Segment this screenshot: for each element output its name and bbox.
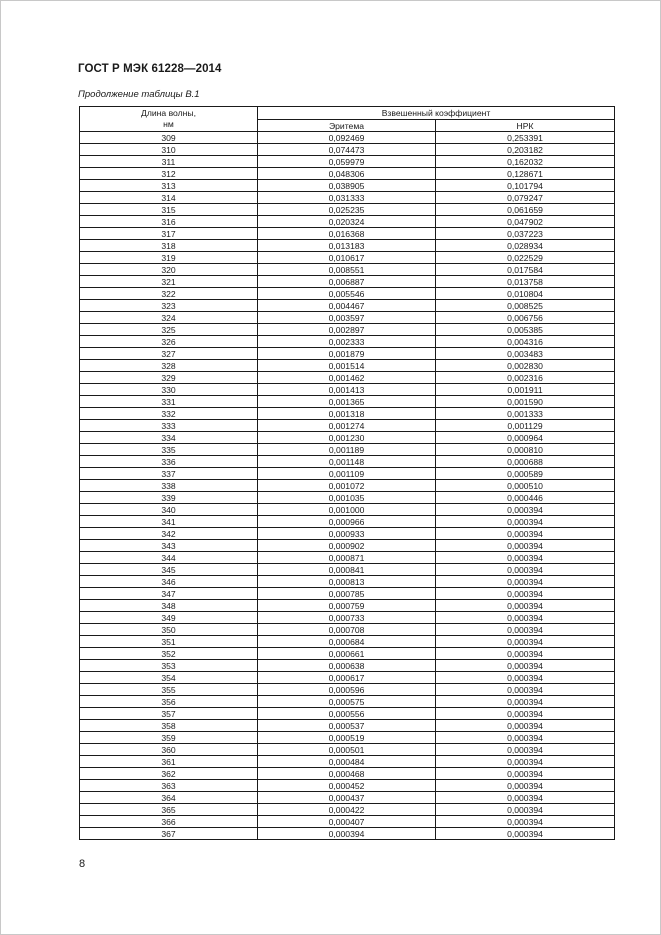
table-row bbox=[80, 624, 615, 636]
wavelength-cell: 361 bbox=[80, 756, 258, 768]
erythema-cell: 0,000484 bbox=[258, 756, 436, 768]
nrk-cell: 0,001911 bbox=[436, 384, 615, 396]
nrk-cell: 0,000394 bbox=[436, 516, 615, 528]
nrk-cell: 0,000394 bbox=[436, 732, 615, 744]
erythema-cell: 0,001462 bbox=[258, 372, 436, 384]
table-body bbox=[80, 132, 615, 840]
table-row bbox=[80, 708, 615, 720]
table-row bbox=[80, 660, 615, 672]
nrk-cell: 0,013758 bbox=[436, 276, 615, 288]
nrk-cell: 0,008525 bbox=[436, 300, 615, 312]
erythema-cell: 0,001189 bbox=[258, 444, 436, 456]
erythema-cell: 0,008551 bbox=[258, 264, 436, 276]
nrk-cell: 0,061659 bbox=[436, 204, 615, 216]
erythema-cell: 0,000394 bbox=[258, 828, 436, 840]
wavelength-cell: 310 bbox=[80, 144, 258, 156]
wavelength-cell: 354 bbox=[80, 672, 258, 684]
erythema-cell: 0,000617 bbox=[258, 672, 436, 684]
erythema-cell: 0,001365 bbox=[258, 396, 436, 408]
wavelength-cell: 331 bbox=[80, 396, 258, 408]
wavelength-cell: 309 bbox=[80, 132, 258, 144]
nrk-cell: 0,079247 bbox=[436, 192, 615, 204]
erythema-cell: 0,001318 bbox=[258, 408, 436, 420]
erythema-cell: 0,092469 bbox=[258, 132, 436, 144]
erythema-cell: 0,001514 bbox=[258, 360, 436, 372]
table-row bbox=[80, 672, 615, 684]
wavelength-header-line1: Длина волны, bbox=[141, 108, 196, 118]
nrk-cell: 0,000394 bbox=[436, 552, 615, 564]
table-row bbox=[80, 420, 615, 432]
erythema-cell: 0,000422 bbox=[258, 804, 436, 816]
wavelength-cell: 367 bbox=[80, 828, 258, 840]
table-row bbox=[80, 132, 615, 144]
wavelength-cell: 362 bbox=[80, 768, 258, 780]
nrk-cell: 0,203182 bbox=[436, 144, 615, 156]
nrk-cell: 0,000394 bbox=[436, 816, 615, 828]
wavelength-cell: 329 bbox=[80, 372, 258, 384]
erythema-cell: 0,000468 bbox=[258, 768, 436, 780]
wavelength-cell: 313 bbox=[80, 180, 258, 192]
erythema-cell: 0,020324 bbox=[258, 216, 436, 228]
table-row bbox=[80, 264, 615, 276]
table-row bbox=[80, 228, 615, 240]
table-row bbox=[80, 828, 615, 840]
erythema-cell: 0,000437 bbox=[258, 792, 436, 804]
table-row bbox=[80, 396, 615, 408]
nrk-cell: 0,005385 bbox=[436, 324, 615, 336]
wavelength-cell: 330 bbox=[80, 384, 258, 396]
erythema-cell: 0,000661 bbox=[258, 648, 436, 660]
erythema-cell: 0,000519 bbox=[258, 732, 436, 744]
table-row bbox=[80, 252, 615, 264]
wavelength-cell: 318 bbox=[80, 240, 258, 252]
erythema-cell: 0,000708 bbox=[258, 624, 436, 636]
erythema-cell: 0,001274 bbox=[258, 420, 436, 432]
wavelength-cell: 357 bbox=[80, 708, 258, 720]
nrk-cell: 0,010804 bbox=[436, 288, 615, 300]
nrk-cell: 0,017584 bbox=[436, 264, 615, 276]
document-header: ГОСТ Р МЭК 61228—2014 bbox=[78, 63, 222, 75]
nrk-cell: 0,001129 bbox=[436, 420, 615, 432]
wavelength-cell: 349 bbox=[80, 612, 258, 624]
erythema-cell: 0,002897 bbox=[258, 324, 436, 336]
table-row bbox=[80, 684, 615, 696]
erythema-cell: 0,001072 bbox=[258, 480, 436, 492]
table-row bbox=[80, 312, 615, 324]
erythema-cell: 0,013183 bbox=[258, 240, 436, 252]
table-row bbox=[80, 504, 615, 516]
nrk-cell: 0,000589 bbox=[436, 468, 615, 480]
table-row bbox=[80, 768, 615, 780]
nrk-cell: 0,000394 bbox=[436, 600, 615, 612]
nrk-cell: 0,000394 bbox=[436, 696, 615, 708]
table-row bbox=[80, 600, 615, 612]
nrk-cell: 0,000394 bbox=[436, 660, 615, 672]
nrk-cell: 0,000394 bbox=[436, 612, 615, 624]
wavelength-cell: 347 bbox=[80, 588, 258, 600]
table-row bbox=[80, 348, 615, 360]
table-row bbox=[80, 336, 615, 348]
wavelength-cell: 320 bbox=[80, 264, 258, 276]
nrk-cell: 0,000510 bbox=[436, 480, 615, 492]
table-row bbox=[80, 192, 615, 204]
erythema-cell: 0,000684 bbox=[258, 636, 436, 648]
erythema-cell: 0,074473 bbox=[258, 144, 436, 156]
table-row bbox=[80, 384, 615, 396]
erythema-cell: 0,000733 bbox=[258, 612, 436, 624]
wavelength-cell: 336 bbox=[80, 456, 258, 468]
wavelength-cell: 327 bbox=[80, 348, 258, 360]
wavelength-cell: 314 bbox=[80, 192, 258, 204]
wavelength-cell: 311 bbox=[80, 156, 258, 168]
table-row bbox=[80, 492, 615, 504]
nrk-cell: 0,000394 bbox=[436, 804, 615, 816]
wavelength-cell: 358 bbox=[80, 720, 258, 732]
erythema-cell: 0,001230 bbox=[258, 432, 436, 444]
wavelength-cell: 312 bbox=[80, 168, 258, 180]
erythema-column-header: Эритема bbox=[258, 120, 436, 132]
table-row bbox=[80, 528, 615, 540]
erythema-cell: 0,000537 bbox=[258, 720, 436, 732]
erythema-cell: 0,001148 bbox=[258, 456, 436, 468]
wavelength-cell: 337 bbox=[80, 468, 258, 480]
wavelength-cell: 353 bbox=[80, 660, 258, 672]
nrk-cell: 0,000394 bbox=[436, 528, 615, 540]
erythema-cell: 0,059979 bbox=[258, 156, 436, 168]
wavelength-cell: 326 bbox=[80, 336, 258, 348]
nrk-cell: 0,000810 bbox=[436, 444, 615, 456]
wavelength-cell: 322 bbox=[80, 288, 258, 300]
table-row bbox=[80, 744, 615, 756]
nrk-cell: 0,000394 bbox=[436, 636, 615, 648]
table-row bbox=[80, 816, 615, 828]
erythema-cell: 0,000841 bbox=[258, 564, 436, 576]
nrk-cell: 0,000964 bbox=[436, 432, 615, 444]
table-row bbox=[80, 576, 615, 588]
nrk-cell: 0,000394 bbox=[436, 576, 615, 588]
wavelength-cell: 317 bbox=[80, 228, 258, 240]
coefficient-table bbox=[79, 106, 615, 840]
wavelength-cell: 363 bbox=[80, 780, 258, 792]
nrk-cell: 0,000394 bbox=[436, 540, 615, 552]
table-row bbox=[80, 480, 615, 492]
erythema-cell: 0,000407 bbox=[258, 816, 436, 828]
table-row bbox=[80, 216, 615, 228]
nrk-cell: 0,000446 bbox=[436, 492, 615, 504]
table-row bbox=[80, 540, 615, 552]
wavelength-cell: 334 bbox=[80, 432, 258, 444]
wavelength-cell: 344 bbox=[80, 552, 258, 564]
wavelength-cell: 324 bbox=[80, 312, 258, 324]
wavelength-cell: 340 bbox=[80, 504, 258, 516]
table-row bbox=[80, 756, 615, 768]
erythema-cell: 0,000759 bbox=[258, 600, 436, 612]
wavelength-cell: 351 bbox=[80, 636, 258, 648]
table-row bbox=[80, 732, 615, 744]
nrk-column-header: НРК bbox=[436, 120, 615, 132]
table-row bbox=[80, 780, 615, 792]
wavelength-cell: 356 bbox=[80, 696, 258, 708]
nrk-cell: 0,000394 bbox=[436, 828, 615, 840]
erythema-cell: 0,025235 bbox=[258, 204, 436, 216]
table-row bbox=[80, 156, 615, 168]
table-row bbox=[80, 516, 615, 528]
erythema-cell: 0,010617 bbox=[258, 252, 436, 264]
table-row bbox=[80, 144, 615, 156]
erythema-cell: 0,000933 bbox=[258, 528, 436, 540]
nrk-cell: 0,000394 bbox=[436, 792, 615, 804]
erythema-cell: 0,000785 bbox=[258, 588, 436, 600]
page-number: 8 bbox=[79, 858, 86, 870]
table-row bbox=[80, 612, 615, 624]
table-row bbox=[80, 588, 615, 600]
nrk-cell: 0,000394 bbox=[436, 624, 615, 636]
erythema-cell: 0,000596 bbox=[258, 684, 436, 696]
wavelength-cell: 365 bbox=[80, 804, 258, 816]
nrk-cell: 0,000394 bbox=[436, 672, 615, 684]
erythema-cell: 0,016368 bbox=[258, 228, 436, 240]
erythema-cell: 0,002333 bbox=[258, 336, 436, 348]
wavelength-cell: 348 bbox=[80, 600, 258, 612]
nrk-cell: 0,001590 bbox=[436, 396, 615, 408]
nrk-cell: 0,253391 bbox=[436, 132, 615, 144]
erythema-cell: 0,000638 bbox=[258, 660, 436, 672]
wavelength-cell: 328 bbox=[80, 360, 258, 372]
wavelength-cell: 352 bbox=[80, 648, 258, 660]
nrk-cell: 0,000394 bbox=[436, 768, 615, 780]
erythema-cell: 0,001109 bbox=[258, 468, 436, 480]
wavelength-cell: 321 bbox=[80, 276, 258, 288]
table-row bbox=[80, 240, 615, 252]
wavelength-cell: 355 bbox=[80, 684, 258, 696]
nrk-cell: 0,000394 bbox=[436, 648, 615, 660]
table-row bbox=[80, 444, 615, 456]
table-row bbox=[80, 696, 615, 708]
table-row bbox=[80, 204, 615, 216]
nrk-cell: 0,047902 bbox=[436, 216, 615, 228]
erythema-cell: 0,000575 bbox=[258, 696, 436, 708]
nrk-cell: 0,028934 bbox=[436, 240, 615, 252]
erythema-cell: 0,000501 bbox=[258, 744, 436, 756]
erythema-cell: 0,048306 bbox=[258, 168, 436, 180]
erythema-cell: 0,000556 bbox=[258, 708, 436, 720]
nrk-cell: 0,000394 bbox=[436, 684, 615, 696]
nrk-cell: 0,022529 bbox=[436, 252, 615, 264]
wavelength-cell: 319 bbox=[80, 252, 258, 264]
table-row bbox=[80, 324, 615, 336]
wavelength-cell: 342 bbox=[80, 528, 258, 540]
table-row bbox=[80, 552, 615, 564]
nrk-cell: 0,000688 bbox=[436, 456, 615, 468]
table-caption: Продолжение таблицы В.1 bbox=[78, 89, 200, 100]
table-row bbox=[80, 276, 615, 288]
table-row bbox=[80, 168, 615, 180]
erythema-cell: 0,005546 bbox=[258, 288, 436, 300]
erythema-cell: 0,003597 bbox=[258, 312, 436, 324]
erythema-cell: 0,000813 bbox=[258, 576, 436, 588]
wavelength-cell: 335 bbox=[80, 444, 258, 456]
wavelength-cell: 364 bbox=[80, 792, 258, 804]
table-row bbox=[80, 468, 615, 480]
wavelength-cell: 343 bbox=[80, 540, 258, 552]
wavelength-cell: 332 bbox=[80, 408, 258, 420]
erythema-cell: 0,000966 bbox=[258, 516, 436, 528]
nrk-cell: 0,004316 bbox=[436, 336, 615, 348]
nrk-cell: 0,002316 bbox=[436, 372, 615, 384]
erythema-cell: 0,004467 bbox=[258, 300, 436, 312]
nrk-cell: 0,000394 bbox=[436, 564, 615, 576]
erythema-cell: 0,031333 bbox=[258, 192, 436, 204]
wavelength-cell: 346 bbox=[80, 576, 258, 588]
wavelength-cell: 315 bbox=[80, 204, 258, 216]
table-row bbox=[80, 720, 615, 732]
nrk-cell: 0,162032 bbox=[436, 156, 615, 168]
nrk-cell: 0,000394 bbox=[436, 744, 615, 756]
erythema-cell: 0,000871 bbox=[258, 552, 436, 564]
nrk-cell: 0,006756 bbox=[436, 312, 615, 324]
erythema-cell: 0,001000 bbox=[258, 504, 436, 516]
erythema-cell: 0,000902 bbox=[258, 540, 436, 552]
wavelength-cell: 366 bbox=[80, 816, 258, 828]
wavelength-cell: 333 bbox=[80, 420, 258, 432]
nrk-cell: 0,101794 bbox=[436, 180, 615, 192]
nrk-cell: 0,000394 bbox=[436, 780, 615, 792]
nrk-cell: 0,003483 bbox=[436, 348, 615, 360]
table-row bbox=[80, 372, 615, 384]
erythema-cell: 0,001035 bbox=[258, 492, 436, 504]
erythema-cell: 0,001879 bbox=[258, 348, 436, 360]
nrk-cell: 0,128671 bbox=[436, 168, 615, 180]
wavelength-cell: 360 bbox=[80, 744, 258, 756]
table-row bbox=[80, 288, 615, 300]
nrk-cell: 0,001333 bbox=[436, 408, 615, 420]
table-row bbox=[80, 804, 615, 816]
wavelength-cell: 338 bbox=[80, 480, 258, 492]
weighted-coefficient-header: Взвешенный коэффициент bbox=[258, 107, 615, 120]
wavelength-column-header bbox=[80, 107, 258, 132]
wavelength-cell: 359 bbox=[80, 732, 258, 744]
table-row bbox=[80, 564, 615, 576]
table-row bbox=[80, 360, 615, 372]
nrk-cell: 0,000394 bbox=[436, 588, 615, 600]
table-row bbox=[80, 648, 615, 660]
table-row bbox=[80, 636, 615, 648]
table-row bbox=[80, 300, 615, 312]
wavelength-cell: 341 bbox=[80, 516, 258, 528]
nrk-cell: 0,002830 bbox=[436, 360, 615, 372]
wavelength-cell: 325 bbox=[80, 324, 258, 336]
erythema-cell: 0,001413 bbox=[258, 384, 436, 396]
wavelength-cell: 316 bbox=[80, 216, 258, 228]
table-row bbox=[80, 408, 615, 420]
wavelength-header-unit: нм bbox=[163, 119, 174, 129]
erythema-cell: 0,038905 bbox=[258, 180, 436, 192]
erythema-cell: 0,000452 bbox=[258, 780, 436, 792]
table-row bbox=[80, 456, 615, 468]
nrk-cell: 0,000394 bbox=[436, 756, 615, 768]
nrk-cell: 0,037223 bbox=[436, 228, 615, 240]
nrk-cell: 0,000394 bbox=[436, 720, 615, 732]
wavelength-cell: 350 bbox=[80, 624, 258, 636]
nrk-cell: 0,000394 bbox=[436, 504, 615, 516]
table-row bbox=[80, 432, 615, 444]
table-row bbox=[80, 792, 615, 804]
wavelength-cell: 323 bbox=[80, 300, 258, 312]
erythema-cell: 0,006887 bbox=[258, 276, 436, 288]
wavelength-cell: 345 bbox=[80, 564, 258, 576]
wavelength-cell: 339 bbox=[80, 492, 258, 504]
nrk-cell: 0,000394 bbox=[436, 708, 615, 720]
table-row bbox=[80, 180, 615, 192]
